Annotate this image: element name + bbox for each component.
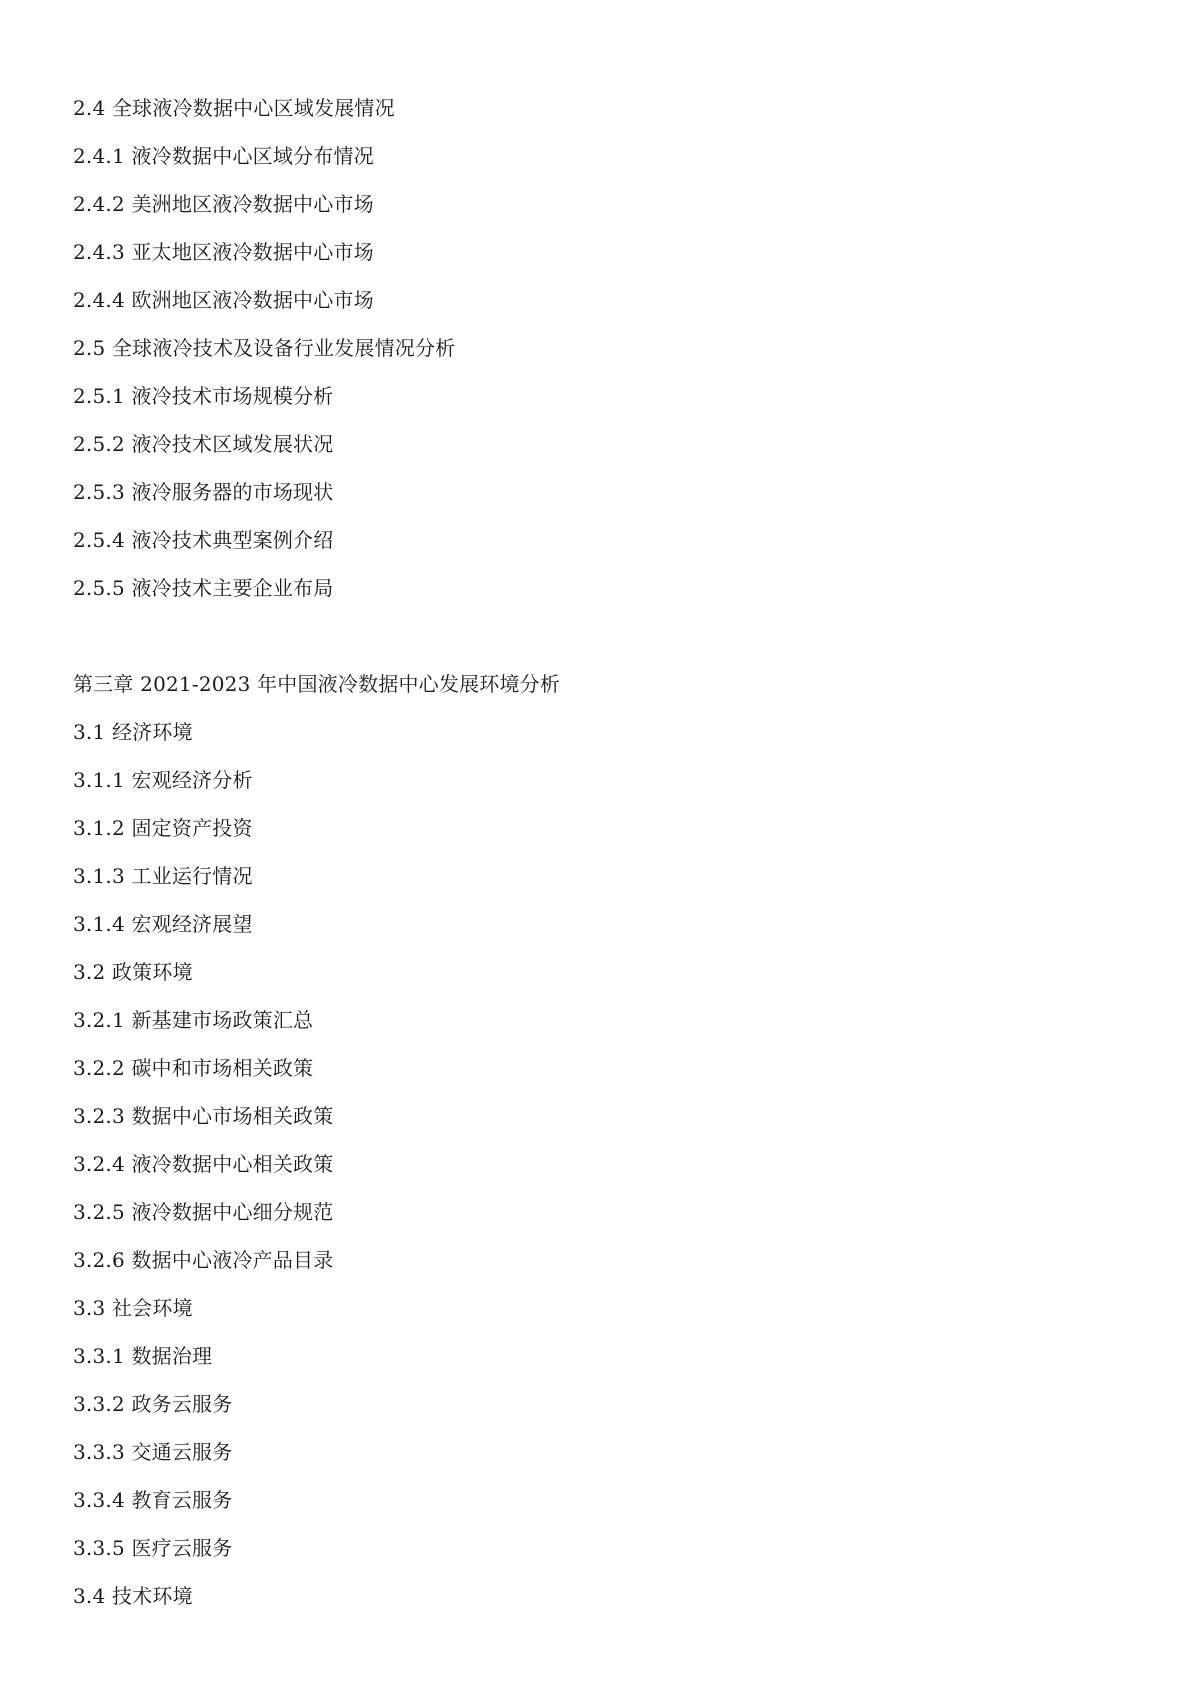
toc-entry-3-3-4: 3.3.4 教育云服务 bbox=[73, 1488, 233, 1512]
toc-entry-2-4-1: 2.4.1 液冷数据中心区域分布情况 bbox=[73, 144, 374, 168]
toc-entry-3-2-2: 3.2.2 碳中和市场相关政策 bbox=[73, 1056, 314, 1080]
toc-entry-3-3-2: 3.3.2 政务云服务 bbox=[73, 1392, 233, 1416]
toc-entry-3-2-1: 3.2.1 新基建市场政策汇总 bbox=[73, 1008, 314, 1032]
toc-entry-2-4-4: 2.4.4 欧洲地区液冷数据中心市场 bbox=[73, 288, 374, 312]
toc-entry-3-2-4: 3.2.4 液冷数据中心相关政策 bbox=[73, 1152, 334, 1176]
toc-entry-2-4-2: 2.4.2 美洲地区液冷数据中心市场 bbox=[73, 192, 374, 216]
toc-entry-2-4: 2.4 全球液冷数据中心区域发展情况 bbox=[73, 96, 395, 120]
toc-entry-2-5-4: 2.5.4 液冷技术典型案例介绍 bbox=[73, 528, 334, 552]
toc-entry-2-5: 2.5 全球液冷技术及设备行业发展情况分析 bbox=[73, 336, 456, 360]
toc-entry-3-1: 3.1 经济环境 bbox=[73, 720, 193, 744]
toc-entry-2-5-2: 2.5.2 液冷技术区域发展状况 bbox=[73, 432, 334, 456]
toc-entry-3-3-3: 3.3.3 交通云服务 bbox=[73, 1440, 233, 1464]
toc-entry-3-2-5: 3.2.5 液冷数据中心细分规范 bbox=[73, 1200, 334, 1224]
toc-entry-2-4-3: 2.4.3 亚太地区液冷数据中心市场 bbox=[73, 240, 374, 264]
toc-entry-3-1-4: 3.1.4 宏观经济展望 bbox=[73, 912, 253, 936]
toc-entry-2-5-5: 2.5.5 液冷技术主要企业布局 bbox=[73, 576, 334, 600]
toc-entry-3-1-2: 3.1.2 固定资产投资 bbox=[73, 816, 253, 840]
toc-entry-3-3: 3.3 社会环境 bbox=[73, 1296, 193, 1320]
toc-chapter-3: 第三章 2021-2023 年中国液冷数据中心发展环境分析 bbox=[73, 672, 561, 696]
toc-entry-2-5-1: 2.5.1 液冷技术市场规模分析 bbox=[73, 384, 334, 408]
toc-entry-3-4: 3.4 技术环境 bbox=[73, 1584, 193, 1608]
toc-entry-3-3-1: 3.3.1 数据治理 bbox=[73, 1344, 213, 1368]
toc-entry-3-1-1: 3.1.1 宏观经济分析 bbox=[73, 768, 253, 792]
toc-entry-2-5-3: 2.5.3 液冷服务器的市场现状 bbox=[73, 480, 334, 504]
toc-entry-3-2-3: 3.2.3 数据中心市场相关政策 bbox=[73, 1104, 334, 1128]
toc-entry-3-1-3: 3.1.3 工业运行情况 bbox=[73, 864, 253, 888]
toc-entry-3-2-6: 3.2.6 数据中心液冷产品目录 bbox=[73, 1248, 334, 1272]
toc-entry-3-3-5: 3.3.5 医疗云服务 bbox=[73, 1536, 233, 1560]
toc-entry-3-2: 3.2 政策环境 bbox=[73, 960, 193, 984]
